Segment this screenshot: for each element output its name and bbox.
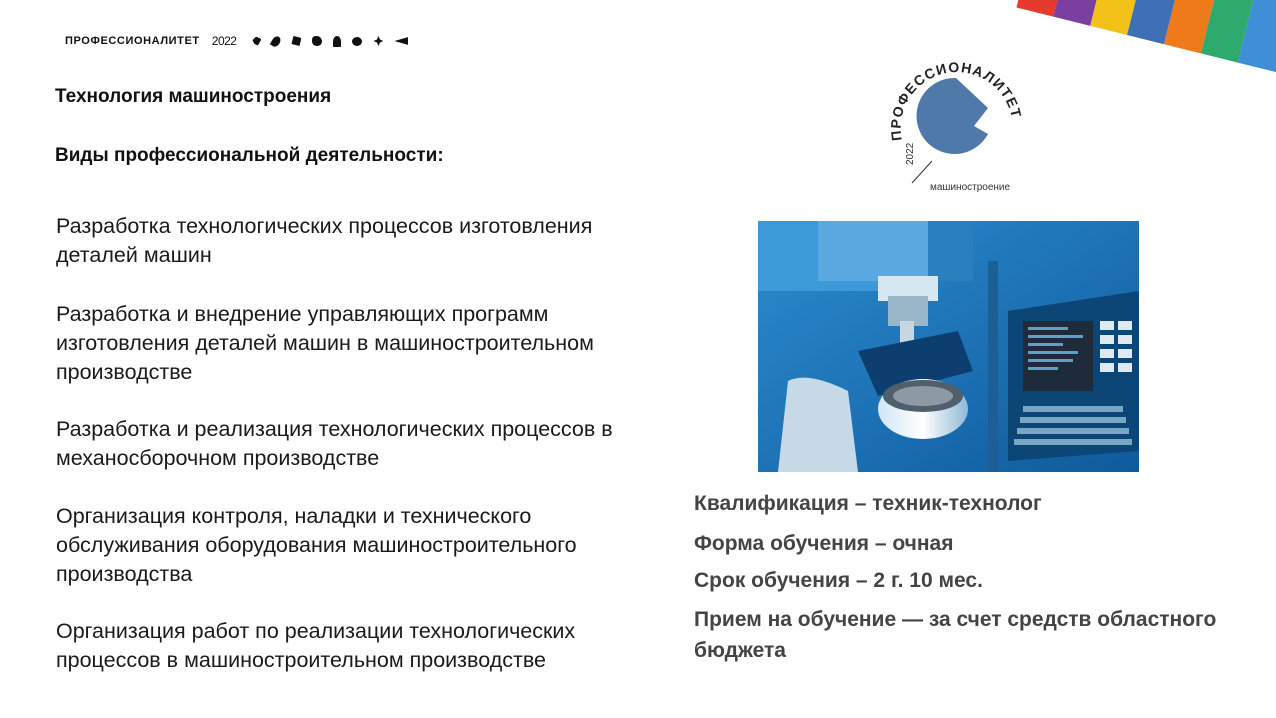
list-item: Разработка технологических процессов изготовления деталей машин bbox=[56, 214, 593, 267]
brand-year: 2022 bbox=[211, 34, 237, 48]
brand-wordmark: ПРОФЕССИОНАЛИТЕТ bbox=[65, 35, 200, 47]
head-glyph-icon bbox=[312, 36, 322, 46]
qualification-text: Квалификация – техник-технолог bbox=[694, 492, 1042, 515]
professionalitet-logo bbox=[870, 48, 1050, 198]
leaf-glyph-icon bbox=[270, 34, 282, 48]
brand-glyph-row bbox=[252, 36, 408, 47]
page-title: Технология машиностроения bbox=[55, 86, 332, 107]
list-item: Организация контроля, наладки и технического обслуживания оборудования машиностроительного производства bbox=[56, 504, 577, 586]
duration-text: Срок обучения – 2 г. 10 мес. bbox=[694, 569, 983, 592]
section-subtitle: Виды профессиональной деятельности: bbox=[55, 145, 444, 166]
study-form-text: Форма обучения – очная bbox=[694, 532, 954, 555]
logo-caption: машиностроение bbox=[930, 182, 1011, 193]
list-item: Разработка и реализация технологических процессов в механосборочном производстве bbox=[56, 417, 613, 470]
list-item: Разработка и внедрение управляющих программ изготовления деталей машин в машиностроительном производстве bbox=[56, 302, 594, 384]
cnc-machine-photo bbox=[758, 221, 1139, 472]
gear-glyph-icon bbox=[252, 37, 261, 46]
logo-year: 2022 bbox=[905, 142, 916, 165]
brand-bar bbox=[65, 33, 408, 49]
list-item: Организация работ по реализации технологических процессов в машиностроительном производстве bbox=[56, 619, 576, 672]
admission-text: Прием на обучение — за счет средств областного бюджета bbox=[694, 608, 1217, 662]
wave-glyph-icon bbox=[352, 37, 362, 46]
bell-glyph-icon bbox=[333, 36, 341, 47]
arrow-glyph-icon bbox=[394, 37, 408, 45]
logo-circle bbox=[917, 78, 988, 154]
logo-ring-text: ПРОФЕССИОНАЛИТЕТ bbox=[887, 58, 1025, 142]
cube-glyph-icon bbox=[291, 36, 301, 46]
star-glyph-icon bbox=[373, 36, 383, 46]
